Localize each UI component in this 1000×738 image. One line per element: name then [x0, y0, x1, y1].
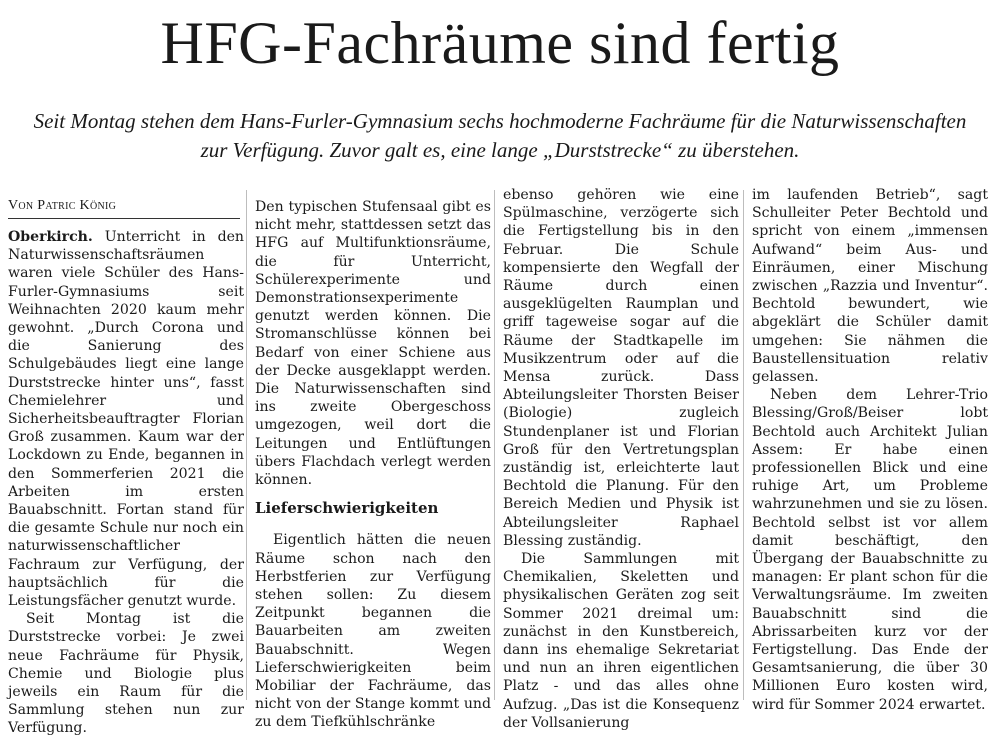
paragraph: im laufenden Betrieb“, sagt Schulleiter Peter Bechtold und spricht von einem „immensen Aufwand“ beim Aus- und Einräumen, einer Mischung zwischen „Razzia und Inventur“. Bechtold bewundert, wie abgeklärt die Schüler damit umgehen: Sie nähmen die Baustellensituation relativ gelassen.: [752, 187, 988, 386]
paragraph: Seit Montag ist die Durststrecke vorbei: Je zwei neue Fachräume für Physik, Chemie und Biologie plus jeweils ein Raum für die Sammlung stehen nun zur Verfügung.: [8, 611, 244, 737]
paragraph: Die Sammlungen mit Chemikalien, Skeletten und physikalischen Geräten zog seit Sommer 2021 dreimal um: zunächst in den Kunstbereich, dann ins ehemalige Sekretariat und nun an ihren eigentlichen Platz - und das alles ohne Aufzug. „Das ist die Konsequenz der Vollsanierung: [503, 551, 739, 731]
column-4: [752, 186, 988, 714]
column-2: [255, 198, 491, 732]
paragraph: Eigentlich hätten die neuen Räume schon nach den Herbstferien zur Verfügung stehen sollen: Zu diesem Zeitpunkt begannen die Bauarbeiten am zweiten Bauabschnitt. Wegen Lieferschwierigkeiten beim Mobiliar der Fachräume, das nicht von der Stange kommt und zu dem Tiefkühlschränke: [255, 532, 491, 731]
byline: Von Patric König: [8, 198, 240, 219]
paragraph-text: Unterricht in den Naturwissenschaftsräumen waren viele Schüler des Hans-Furler-Gymnasiums seit Weihnachten 2020 kaum mehr gewohnt. „Durch Corona und die Sanierung des Schulgebäudes liegt eine lange Durststrecke hinter uns“, fasst Chemielehrer und Sicherheitsbeauftragter Florian Groß zusammen. Kaum war der Lockdown zu Ende, begannen in den Sommerferien 2021 die Arbeiten im ersten Bauabschnitt. Fortan stand für die gesamte Schule nur noch ein naturwissenschaftlicher Fachraum zur Verfügung, der hauptsächlich für die Leistungsfächer genutzt wurde.: [8, 229, 245, 610]
paragraph: ebenso gehören wie eine Spülmaschine, verzögerte sich die Fertigstellung bis in den Februar. Die Schule kompensierte den Wegfall der Räume durch einen ausgeklügelten Raumplan und griff tageweise sogar auf die Räume der Stadtkapelle im Musikzentrum oder auf die Mensa zurück. Dass Abteilungsleiter Thorsten Beiser (Biologie) zugleich Stundenplaner ist und Florian Groß für den Vertretungsplan zuständig ist, erleichterte laut Bechtold die Planung. Für den Bereich Medien und Physik ist Abteilungsleiter Raphael Blessing zuständig.: [503, 187, 739, 549]
paragraph: Den typischen Stufensaal gibt es nicht mehr, stattdessen setzt das HFG auf Multifunktionsräume, die für Unterricht, Schülerexperimente und Demonstrationsexperimente genutzt werden können. Die Stromanschlüsse können bei Bedarf von einer Schiene aus der Decke ausgeklappt werden. Die Naturwissenschaften sind ins zweite Obergeschoss umgezogen, weil dort die Leitungen und Entlüftungen übers Flachdach verlegt werden können.: [255, 199, 491, 489]
column-3: [503, 186, 739, 732]
column-1: [8, 228, 244, 738]
paragraph: [8, 228, 244, 610]
subheading: Lieferschwierigkeiten: [255, 499, 439, 518]
headline: HFG-Fachräume sind fertig: [160, 10, 840, 76]
column-divider: [246, 190, 247, 700]
paragraph: Neben dem Lehrer-Trio Blessing/Groß/Beiser lobt Bechtold auch Architekt Julian Assem: Er habe einen professionellen Blick und eine ruhige Art, um Probleme wahrzunehmen und sie zu lösen. Bechtold selbst ist vor allem damit beschäftigt, den Übergang der Bauabschnitte zu managen: Er plant schon für die Verwaltungsräume. Im zweiten Bauabschnitt sind die Abrissarbeiten kurz vor der Fertigstellung. Das Ende der Gesamtsanierung, die über 30 Millionen Euro kosten wird, wird für Sommer 2024 erwartet.: [752, 387, 988, 713]
dateline-place: Oberkirch.: [8, 229, 93, 245]
column-divider: [743, 190, 744, 700]
column-divider: [494, 190, 495, 700]
lede: Seit Montag stehen dem Hans-Furler-Gymnasium sechs hochmoderne Fachräume für die Naturwissenschaften zur Verfügung. Zuvor galt es, eine lange „Durststrecke“ zu überstehen.: [33, 109, 967, 162]
